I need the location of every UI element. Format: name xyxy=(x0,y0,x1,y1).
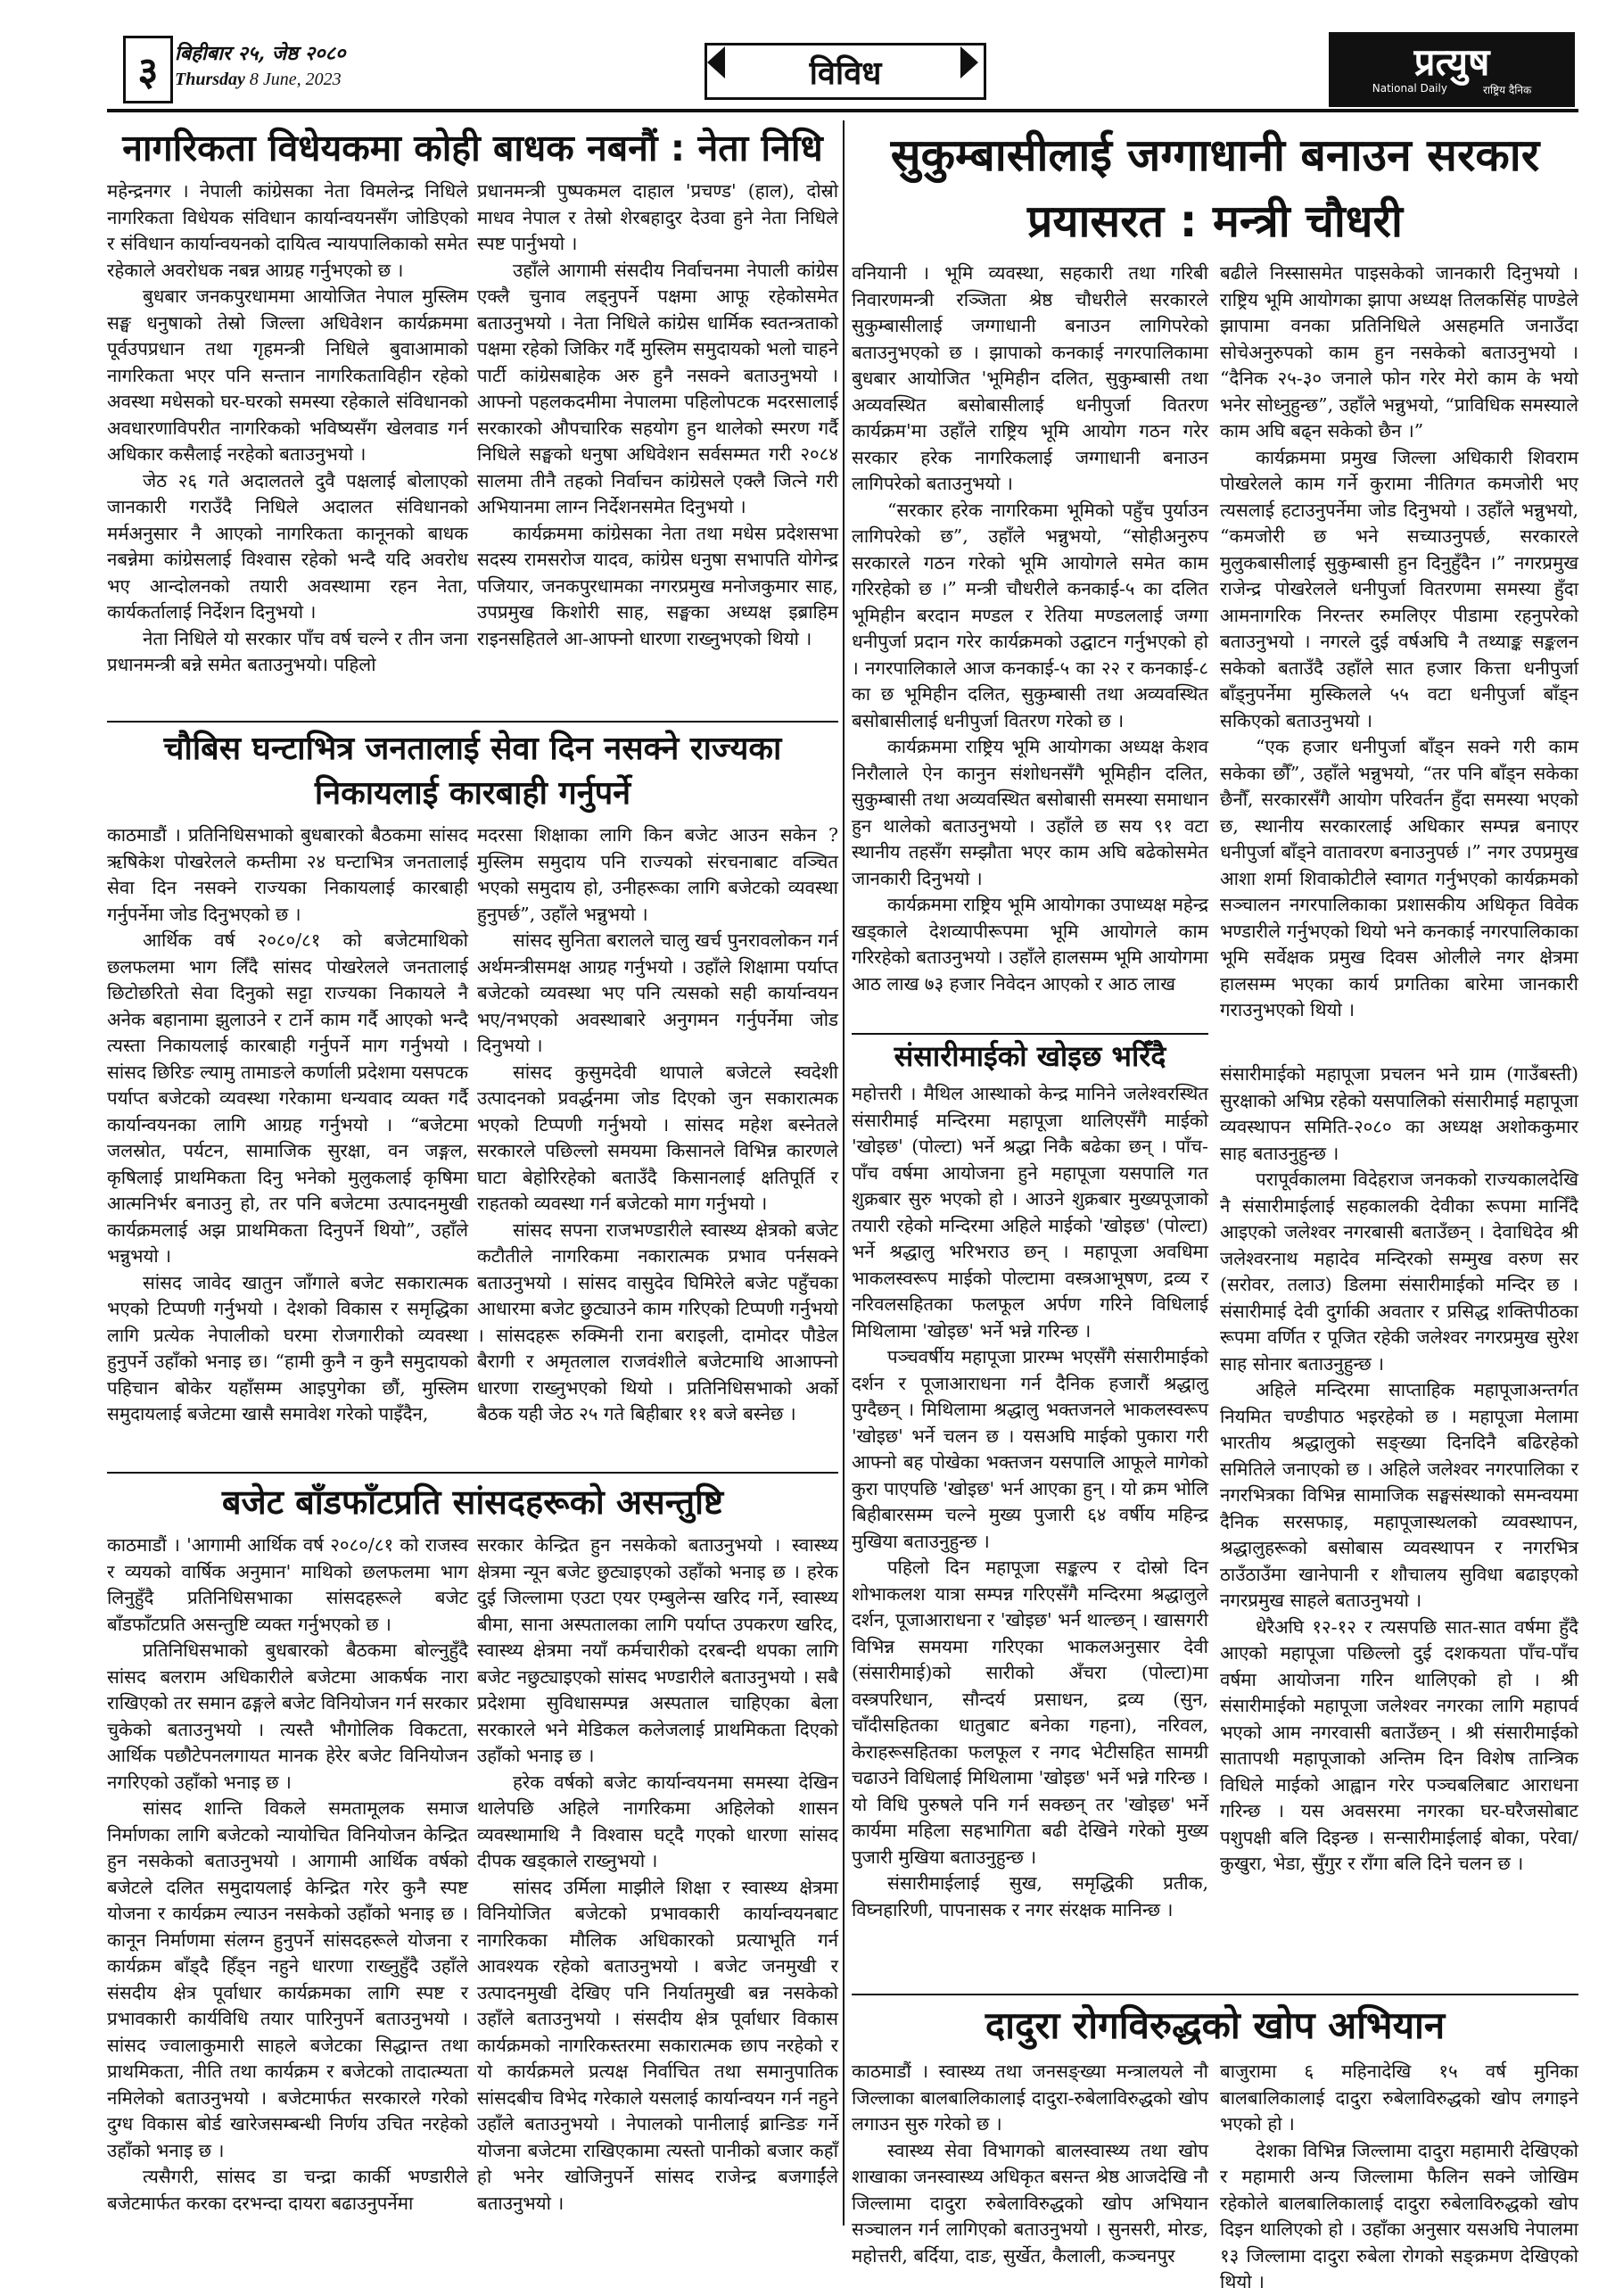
headline-24hours-service-1: चौबिस घन्टाभित्र जनतालाई सेवा दिन नसक्ने राज्यका xyxy=(163,731,782,767)
paragraph: त्यसैगरी, सांसद डा चन्द्रा कार्की भण्डारीले बजेटमार्फत करका दरभन्दा दायरा बढाउनुपर्नेमा xyxy=(107,2166,468,2214)
article-service-col2 xyxy=(477,822,838,1465)
paragraph: सांसद सुनिता बरालले चालु खर्च पुनरावलोकन गर्न अर्थमन्त्रीसमक्ष आग्रह गर्नुभयो । उहाँले शिक्षामा पर्याप्त बजेटको व्यवस्था भए पनि त्यसको सही कार्यान्वयन भए/नभएको अवस्थाबारे अनुगमन गर्नुपर्नेमा जोड दिनुभयो । xyxy=(477,929,838,1056)
paragraph: बढीले निस्सासमेत पाइसकेको जानकारी दिनुभयो । राष्ट्रिय भूमि आयोगका झापा अध्यक्ष तिलकसिंह पाण्डेले झापामा वनका प्रतिनिधिले असहमति जनाउँदा सोचेअनुरुपको काम हुन नसकेको बताउनुभयो । “दैनिक २५-३० जनाले फोन गरेर मेरो काम के भयो भनेर सोध्नुहुन्छ”, उहाँले भन्नुभयो, “प्राविधिक समस्याले काम अघि बढ्न सकेको छैन ।” xyxy=(1220,262,1578,442)
page-number: ३ xyxy=(123,36,173,103)
headline-sansarimai: संसारीमाईको खोइछ भरिँदै xyxy=(894,1039,1166,1073)
paragraph: काठमाडौं । 'आगामी आर्थिक वर्ष २०८०/८१ को राजस्व र व्ययको वार्षिक अनुमान' माथिको छलफलमा भाग लिनुहुँदै प्रतिनिधिसभाका सांसदहरूले बजेट बाँडफाँटप्रति असन्तुष्टि व्यक्त गर्नुभएको छ । xyxy=(107,1534,468,1635)
paragraph: धेरैअघि १२-१२ र त्यसपछि सात-सात वर्षमा हुँदै आएको महापूजा पछिल्लो दुई दशकयता पाँच-पाँच वर्षमा आयोजना गरिन थालिएको हो । श्री संसारीमाईको महापूजा जलेश्वर नगरका लागि महापर्व भएको आम नगरवासी बताउँछन् । श्री संसारीमाईको सातापथी महापूजाको अन्तिम दिन विशेष तान्त्रिक विधिले माईको आह्वान गरेर पञ्चबलिबाट आराधना गरिन्छ । यस अवसरमा नगरका घर-घरैजसोबाट पशुपक्षी बलि दिइन्छ । सन्सारीमाईलाई बोका, परेवा/कुखुरा, भेडा, सुँगुर र राँगा बलि दिने चलन छ । xyxy=(1220,1615,1578,1874)
paragraph: पहिलो दिन महापूजा सङ्कल्प र दोस्रो दिन शोभाकलश यात्रा सम्पन्न गरिएसँगै मन्दिरमा श्रद्धालुले दर्शन, पूजाआराधना र 'खोइछ' भर्न थाल्छन् । खासगरी विभिन्न समयमा गरिएका भाकलअनुसार देवी (संसारीमाई)को सारीको अँचरा (पोल्टा)मा वस्त्रपरिधान, सौन्दर्य प्रसाधन, द्रव्य (सुन, चाँदीसहितका धातुबाट बनेका गहना), नरिवल, केराहरूसहितका फलफूल र नगद भेटीसहित सामग्री चढाउने विधिलाई मिथिलामा 'खोइछ' भर्ने भन्ने गरिन्छ । यो विधि पुरुषले पनि गर्न सक्छन् तर 'खोइछ' भर्ने कार्यमा महिला सहभागिता बढी देखिने गरेको मुख्य पुजारी मुखिया बताउनुहुन्छ । xyxy=(852,1557,1208,1868)
logo-subtitle xyxy=(1372,82,1531,97)
paragraph: वनियानी । भूमि व्यवस्था, सहकारी तथा गरिबी निवारणमन्त्री रञ्जिता श्रेष्ठ चौधरीले सरकारले सुकुम्बासीलाई जग्गाधानी बनाउन लागिपरेको बताउनुभएको छ । झापाको कनकाई नगरपालिकामा बुधबार आयोजित 'भूमिहीन दलित, सुकुम्बासी तथा अव्यवस्थित बसोबासीलाई धनीपुर्जा वितरण कार्यक्रम'मा उहाँले राष्ट्रिय भूमि आयोग गठन गरेर सरकार हरेक नागरिकलाई जग्गाधानी बनाउन लागिपरेको बताउनुभयो । xyxy=(852,262,1208,494)
section-title: विविध xyxy=(809,54,882,92)
issue-date xyxy=(175,36,398,98)
section-title-bar xyxy=(705,43,986,100)
paragraph: मदरसा शिक्षाका लागि किन बजेट आउन सकेन ? मुस्लिम समुदाय पनि राज्यको संरचनाबाट वञ्चित भएको समुदाय हो, उनीहरूका लागि बजेटको व्यवस्था हुनुपर्छ”, उहाँले भन्नुभयो । xyxy=(477,824,838,925)
date-rest: 8 June, 2023 xyxy=(244,70,342,89)
article-citizenship-col1 xyxy=(107,178,468,714)
paragraph: काठमाडौं । प्रतिनिधिसभाको बुधबारको बैठकमा सांसद ऋषिकेश पोखरेलले कम्तीमा २४ घन्टाभित्र जनतालाई सेवा दिन नसक्ने राज्यका निकायलाई कारबाही गर्नुपर्नेमा जोड दिनुभएको छ । xyxy=(107,824,468,925)
divider xyxy=(852,1994,1578,1995)
headline-24hours-service-2: निकायलाई कारबाही गर्नुपर्ने xyxy=(314,775,631,812)
headline-measles-vaccine: दादुरा रोगविरुद्धको खोप अभियान xyxy=(985,2003,1446,2047)
divider xyxy=(107,1472,838,1474)
paragraph: “एक हजार धनीपुर्जा बाँड्न सक्ने गरी काम सकेका छौँ”, उहाँले भन्नुभयो, “तर पनि बाँड्न सकेका छैनौँ, सरकारसँगै आयोग परिवर्तन हुँदा समस्या भएको छ, स्थानीय सरकारलाई अधिकार सम्पन्न बनाएर धनीपुर्जा बाँड्ने वातावरण बनाउनुपर्छ ।” नगर उपप्रमुख आशा शर्मा शिवाकोटीले स्वागत गर्नुभएको कार्यक्रमको सञ्चालन नगरपालिकाका प्रशासकीय अधिकृत विवेक भण्डारीले गर्नुभएको थियो भने कनकाई नगरपालिकाका भूमि सर्वेक्षक प्रमुख दिवस ओलीले नगर क्षेत्रमा हालसम्म भएका कार्य प्रगतिका बारेमा जानकारी गराउनुभएको थियो । xyxy=(1220,736,1578,1020)
paragraph: प्रतिनिधिसभाको बुधबारको बैठकमा बोल्नुहुँदै सांसद बलराम अधिकारीले बजेटमा आकर्षक नारा राखिएको तर समान ढङ्गले बजेट विनियोजन गर्न सरकार चुकेको बताउनुभयो । त्यस्तै भौगोलिक विकटता, आर्थिक पछौटेपनलगायत मानक हेरेर बजेट विनियोजन नगरिएको उहाँको भनाइ छ । xyxy=(107,1639,468,1793)
paragraph: हरेक वर्षको बजेट कार्यान्वयनमा समस्या देखिन थालेपछि अहिले नागरिकमा अहिलेको शासन व्यवस्थामाथि नै विश्वास घट्दै गएको धारणा सांसद दीपक खड्काले राख्नुभयो । xyxy=(477,1771,838,1871)
article-budget-col2 xyxy=(477,1532,838,2237)
article-measles-col1 xyxy=(852,2059,1208,2267)
article-landless-col1 xyxy=(852,260,1208,1028)
paragraph: कार्यक्रममा कांग्रेसका नेता तथा मधेस प्रदेशसभा सदस्य रामसरोज यादव, कांग्रेस धनुषा सभापति योगेन्द्र पजियार, जनकपुरधामका नगरप्रमुख मनोजकुमार साह, उपप्रमुख किशोरी साह, सङ्घका अध्यक्ष इब्राहिम राइनसहितले आ-आफ्नो धारणा राख्नुभएको थियो । xyxy=(477,522,838,649)
paragraph: कार्यक्रममा राष्ट्रिय भूमि आयोगका अध्यक्ष केशव निरौलाले ऐन कानुन संशोधनसँगै भूमिहीन दलित, सुकुम्बासी तथा अव्यवस्थित बसोबासी समस्या समाधान हुन थालेको बताउनुभयो । उहाँले छ सय ९१ वटा स्थानीय तहसँग सम्झौता भएर काम अघि बढेकोसमेत जानकारी दिनुभयो । xyxy=(852,736,1208,889)
paragraph: सांसद उर्मिला माझीले शिक्षा र स्वास्थ्य क्षेत्रमा विनियोजित बजेटको प्रभावकारी कार्यान्वयनबाट नागरिकका मौलिक अधिकारको प्रत्याभूति गर्न आवश्यक रहेको बताउनुभयो । बजेट जनमुखी र उत्पादनमुखी देखिए पनि निर्यातमुखी बन्न नसकेको उहाँले बताउनुभयो । संसदीय क्षेत्र पूर्वाधार विकास कार्यक्रमको नागरिकस्तरमा सकारात्मक छाप नरहेको र यो कार्यक्रमले प्रत्यक्ष निर्वाचित तथा समानुपातिक सांसदबीच विभेद गरेकाले यसलाई कार्यान्वयन गर्न नहुने उहाँले बताउनुभयो । नेपालको पानीलाई ब्रान्डिङ गर्ने योजना बजेटमा राखिएकामा त्यस्तो पानीको बजार कहाँ हो भनेर खोजिनुपर्ने सांसद राजेन्द्र बजगाईंले बताउनुभयो । xyxy=(477,1876,838,2214)
date-english xyxy=(175,70,398,90)
paragraph: प्रधानमन्त्री पुष्पकमल दाहाल 'प्रचण्ड' (हाल), दोस्रो माधव नेपाल र तेस्रो शेरबहादुर देउवा हुने नेता निधिले स्पष्ट पार्नुभयो । xyxy=(477,180,838,254)
paragraph: संसारीमाईलाई सुख, समृद्धिकी प्रतीक, विघ्नहारिणी, पापनासक र नगर संरक्षक मानिन्छ । xyxy=(852,1872,1208,1920)
column-separator xyxy=(843,120,845,2226)
paragraph: जेठ २६ गते अदालतले दुवै पक्षलाई बोलाएको जानकारी गराउँदै निधिले अदालत संविधानको मर्मअनुसार नै आएको नागरिकता कानूनको बाधक नबन्नेमा कांग्रेसलाई विश्वास रहेको भन्दै यदि अवरोध भए आन्दोलनको तयारी अवस्थामा रहन नेता, कार्यकर्तालाई निर्देशन दिनुभयो । xyxy=(107,469,468,623)
paragraph: महेन्द्रनगर । नेपाली कांग्रेसका नेता विमलेन्द्र निधिले नागरिकता विधेयक संविधान कार्यान्वयनसँग जोडिएको र संविधान कार्यान्वयनको दायित्व न्यायपालिकाको समेत रहेकाले अवरोधक नबन्न आग्रह गर्नुभएको छ । xyxy=(107,180,468,281)
article-sansarimai-col1 xyxy=(852,1081,1208,1986)
paragraph: कार्यक्रममा राष्ट्रिय भूमि आयोगका उपाध्यक्ष महेन्द्र खड्काले देशव्यापीरूपमा भूमि आयोगले काम गरिरहेको बताउनुभयो । उहाँले हालसम्म भूमि आयोगमा आठ लाख ७३ हजार निवेदन आएको र आठ लाख xyxy=(852,894,1208,995)
paragraph: सांसद जावेद खातुन जाँगाले बजेट सकारात्मक भएको टिप्पणी गर्नुभयो । देशको विकास र समृद्धिका लागि प्रत्येक नेपालीको घरमा रोजगारीको व्यवस्था हुनुपर्ने उहाँको भनाइ छ। “हामी कुनै न कुनै समुदायको पहिचान बोकेर यहाँसम्म आइपुगेका छौं, मुस्लिम समुदायलाई बजेटमा खासै समावेश गरेको पाइँदैन, xyxy=(107,1271,468,1425)
masthead-rule xyxy=(107,109,1578,112)
paragraph: स्वास्थ्य सेवा विभागको बालस्वास्थ्य तथा खोप शाखाका जनस्वास्थ्य अधिकृत बसन्त श्रेष्ठ आजदेखि नौ जिल्लामा दादुरा रुबेलाविरुद्धको खोप अभियान सञ्चालन गर्न लागिएको बताउनुभयो । सुनसरी, मोरङ, महोत्तरी, बर्दिया, दाङ, सुर्खेत, कैलाली, कञ्चनपुर xyxy=(852,2139,1208,2267)
date-weekday: Thursday xyxy=(175,70,245,89)
headline-landless-1: सुकुम्बासीलाई जग्गाधानी बनाउन सरकार xyxy=(890,129,1540,181)
article-sansarimai-col2 xyxy=(1220,1061,1578,1989)
article-landless-col2 xyxy=(1220,260,1578,1054)
logo-sub-en: National Daily xyxy=(1372,81,1447,95)
paragraph: उहाँले आगामी संसदीय निर्वाचनमा नेपाली कांग्रेस एक्लै चुनाव लड्नुपर्ने पक्षमा आफू रहेकोसमेत बताउनुभयो । नेता निधिले कांग्रेस धार्मिक स्वतन्त्रताको पक्षमा रहेको जिकिर गर्दै मुस्लिम समुदायको भलो चाहने पार्टी कांग्रेसबाहेक अरु हुनै नसक्ने बताउनुभयो । आफ्नो पहलकदमीमा नेपालमा पहिलोपटक मदरसालाई सरकारको औपचारिक सहयोग हुन थालेको स्मरण गर्दै निधिले सङ्घको धनुषा अधिवेशन सर्वसम्मत गरी २०८४ सालमा तीनै तहको निर्वाचन कांग्रेसले एक्लै जित्ने गरी अभियानमा लाग्न निर्देशनसमेत दिनुभयो । xyxy=(477,259,838,517)
paragraph: आर्थिक वर्ष २०८०/८१ को बजेटमाथिको छलफलमा भाग लिँदै सांसद पोखरेलले जनतालाई छिटोछरितो सेवा दिनुको सट्टा राज्यका निकायले नै अनेक बहानामा झुलाउने र टार्ने काम गर्दै आएको भन्दै त्यस्ता निकायलाई कारबाही गर्नुपर्ने माग गर्नुभयो । सांसद छिरिङ ल्यामु तामाङले कर्णाली प्रदेशमा यसपटक पर्याप्त बजेटको व्यवस्था गरेकामा धन्यवाद व्यक्त गर्दै कार्यान्वयनका लागि आग्रह गर्नुभयो । “बजेटमा जलस्रोत, पर्यटन, सामाजिक सुरक्षा, वन जङ्गल, कृषिलाई प्राथमिकता दिनु भनेको मुलुकलाई कृषिमा आत्मनिर्भर बनाउनु हो, तर पनि बजेटमा उत्पादनमुखी कार्यक्रमलाई अझ प्राथमिकता दिनुपर्ने थियो”, उहाँले भन्नुभयो । xyxy=(107,929,468,1267)
logo-sub-np: राष्ट्रिय दैनिक xyxy=(1482,83,1532,96)
paragraph: नेता निधिले यो सरकार पाँच वर्ष चल्ने र तीन जना प्रधानमन्त्री बन्ने समेत बताउनुभयो। पहिलो xyxy=(107,627,468,675)
article-measles-col2 xyxy=(1220,2059,1578,2292)
article-service-col1 xyxy=(107,822,468,1465)
article-citizenship-col2 xyxy=(477,178,838,714)
divider xyxy=(107,721,838,723)
article-budget-col1 xyxy=(107,1532,468,2237)
logo-text: प्रत्युष xyxy=(1413,39,1490,84)
arrow-left-icon xyxy=(707,46,725,78)
arrow-right-icon xyxy=(960,46,978,78)
paragraph: अहिले मन्दिरमा साप्ताहिक महापूजाअन्तर्गत नियमित चण्डीपाठ भइरहेको छ । महापूजा मेलामा भारतीय श्रद्धालुको सङ्ख्या दिनदिनै बढिरहेको समितिले जनाएको छ । अहिले जलेश्वर नगरपालिका र नगरभित्रका विभिन्न सामाजिक सङ्घसंस्थाको समन्वयमा दैनिक सरसफाइ, महापूजास्थलको व्यवस्थापन, श्रद्धालुहरूको बसोबास व्यवस्थापन र नगरभित्र ठाउँठाउँमा खानेपानी र शौचालय सुविधा बढाइएको नगरप्रमुख साहले बताउनुभयो । xyxy=(1220,1379,1578,1611)
paragraph: काठमाडौं । स्वास्थ्य तथा जनसङ्ख्या मन्त्रालयले नौ जिल्लाका बालबालिकालाई दादुरा-रुबेलाविरुद्धको खोप लगाउन सुरु गरेको छ । xyxy=(852,2061,1208,2135)
paragraph: महोत्तरी । मैथिल आस्थाको केन्द्र मानिने जलेश्वरस्थित संसारीमाई मन्दिरमा महापूजा थालिएसँगै माईको 'खोइछ' (पोल्टा) भर्ने श्रद्धा निकै बढेका छन् । पाँच-पाँच वर्षमा आयोजना हुने महापूजा यसपालि गत शुक्रबार सुरु भएको हो । आउने शुक्रबार मुख्यपूजाको तयारी रहेको मन्दिरमा अहिले माईको 'खोइछ' (पोल्टा) भर्ने श्रद्धालु भरिभराउ छन् । महापूजा अवधिमा भाकलस्वरूप माईको पोल्टामा वस्त्रआभूषण, द्रव्य र नरिवलसहितका फलफूल अर्पण गरिने विधिलाई मिथिलामा 'खोइछ' भर्ने भन्ने गरिन्छ । xyxy=(852,1083,1208,1342)
newspaper-logo xyxy=(1329,32,1575,107)
paragraph: परापूर्वकालमा विदेहराज जनकको राज्यकालदेखि नै संसारीमाईलाई सहकालकी देवीका रूपमा मानिँदै आइएको जलेश्वर नगरबासी बताउँछन् । देवाधिदेव श्री जलेश्वरनाथ महादेव मन्दिरको सम्मुख वरुण सर (सरोवर, तलाउ) डिलमा संसारीमाईको मन्दिर छ । संसारीमाई देवी दुर्गाकी अवतार र प्रसिद्ध शक्तिपीठका रूपमा वर्णित र पूजित रहेकी जलेश्वर नगरप्रमुख सुरेश साह सोनार बताउनुहुन्छ । xyxy=(1220,1169,1578,1375)
headline-landless-2: प्रयासरत : मन्त्री चौधरी xyxy=(1027,195,1403,247)
paragraph: “सरकार हरेक नागरिकमा भूमिको पहुँच पुर्याउन लागिपरेको छ”, उहाँले भन्नुभयो, “सोहीअनुरुप सरकारले गठन गरेको भूमि आयोगले समेत काम गरिरहेको छ ।” मन्त्री चौधरीले कनकाई-५ का दलित भूमिहीन बरदान मण्डल र रेतिया मण्डललाई जग्गा धनीपुर्जा प्रदान गरेर कार्यक्रमको उद्घाटन गर्नुभएको हो । नगरपालिकाले आज कनकाई-५ का २२ र कनकाई-८ का छ भूमिहीन दलित, सुकुम्बासी तथा अव्यवस्थित बसोबासीलाई धनीपुर्जा वितरण गरेको छ । xyxy=(852,499,1208,731)
paragraph: सांसद सपना राजभण्डारीले स्वास्थ्य क्षेत्रको बजेट कटौतीले नागरिकमा नकारात्मक प्रभाव पर्नसक्ने बताउनुभयो । सांसद वासुदेव घिमिरेले बजेट पहुँचका आधारमा बजेट छुट्याउने काम गरिएको टिप्पणी गर्नुभयो । सांसदहरू रुक्मिनी राना बराइली, दामोदर पौडेल बैरागी र अमृतलाल राजवंशीले बजेटमाथि आआफ्नो धारणा राख्नुभएको थियो । प्रतिनिधिसभाको अर्को बैठक यही जेठ २५ गते बिहीबार ११ बजे बस्नेछ । xyxy=(477,1218,838,1425)
paragraph: संसारीमाईको महापूजा प्रचलन भने ग्राम (गाउँबस्ती) सुरक्षाको अभिप्र रहेको यसपालिको संसारीमाई महापूजा व्यवस्थापन समिति-२०८० का अध्यक्ष अशोककुमार साह बताउनुहुन्छ । xyxy=(1220,1063,1578,1164)
date-nepali: बिहीबार २५, जेष्ठ २०८० xyxy=(175,42,346,65)
paragraph: कार्यक्रममा प्रमुख जिल्ला अधिकारी शिवराम पोखरेलले काम गर्ने कुरामा नीतिगत कमजोरी भए त्यसलाई हटाउनुपर्नेमा जोड दिनुभयो । उहाँले भन्नुभयो, “कमजोरी छ भने सच्याउनुपर्छ, सरकारले मुलुकबासीलाई सुकुम्बासी हुन दिनुहुँदैन ।” नगरप्रमुख राजेन्द्र पोखरेलले धनीपुर्जा वितरणमा समस्या हुँदा आमनागरिक निरन्तर रुमलिएर पीडामा रहनुपरेको बताउनुभयो । नगरले दुई वर्षअघि नै तथ्याङ्क सङ्कलन सकेको बताउँदै उहाँले सात हजार कित्ता धनीपुर्जा बाँड्नुपर्नेमा मुस्किलले ५५ वटा धनीपुर्जा बाँड्न सकिएको बताउनुभयो । xyxy=(1220,446,1578,731)
headline-budget-dissatisfaction: बजेट बाँडफाँटप्रति सांसदहरूको असन्तुष्टि xyxy=(221,1482,724,1522)
headline-citizenship-bill: नागरिकता विधेयकमा कोही बाधक नबनौं : नेता निधि xyxy=(122,127,823,169)
paragraph: देशका विभिन्न जिल्लामा दादुरा महामारी देखिएको र महामारी अन्य जिल्लामा फैलिन सक्ने जोखिम रहेकोले बालबालिकालाई दादुरा रुबेलाविरुद्धको खोप दिइन थालिएको हो । उहाँका अनुसार यसअघि नेपालमा १३ जिल्लामा दादुरा रुबेला रोगको सङ्क्रमण देखिएको थियो । xyxy=(1220,2139,1578,2292)
paragraph: सरकार केन्द्रित हुन नसकेको बताउनुभयो । स्वास्थ्य क्षेत्रमा न्यून बजेट छुट्याइएको उहाँको भनाइ छ । हरेक दुई जिल्लामा एउटा एयर एम्बुलेन्स खरिद गर्ने, स्वास्थ्य बीमा, साना अस्पतालका लागि पर्याप्त उपकरण खरिद, स्वास्थ्य क्षेत्रमा नयाँ कर्मचारीको दरबन्दी थपका लागि बजेट नछुट्याइएको सांसद भण्डारीले बताउनुभयो । सबै प्रदेशमा सुविधासम्पन्न अस्पताल चाहिएका बेला सरकारले भने मेडिकल कलेजलाई प्राथमिकता दिएको उहाँको भनाइ छ । xyxy=(477,1534,838,1766)
paragraph: सांसद शान्ति विकले समतामूलक समाज निर्माणका लागि बजेटको न्यायोचित विनियोजन केन्द्रित हुन नसकेको बताउनुभयो । आगामी आर्थिक वर्षको बजेटले दलित समुदायलाई केन्द्रित गरेर कुनै स्पष्ट योजना र कार्यक्रम ल्याउन नसकेको उहाँको भनाइ छ । कानून निर्माणमा संलग्न हुनुपर्ने सांसदहरूले योजना र कार्यक्रम बाँड्दै हिँड्न नहुने धारणा राख्नुहुँदै उहाँले संसदीय क्षेत्र पूर्वाधार कार्यक्रमका लागि स्पष्ट र प्रभावकारी कार्यविधि तयार पारिनुपर्ने बताउनुभयो । सांसद ज्वालाकुमारी साहले बजेटका सिद्धान्त तथा प्राथमिकता, नीति तथा कार्यक्रम र बजेटको तादात्म्यता नमिलेको बताउनुभयो । बजेटमार्फत सरकारले गरेको दुग्ध विकास बोर्ड खारेजसम्बन्धी निर्णय उचित नरहेको उहाँको भनाइ छ । xyxy=(107,1797,468,2161)
paragraph: बुधबार जनकपुरधाममा आयोजित नेपाल मुस्लिम सङ्घ धनुषाको तेस्रो जिल्ला अधिवेशन कार्यक्रममा पूर्वउपप्रधान तथा गृहमन्त्री निधिले बुवाआमाको नागरिकता भएर पनि सन्तान नागरिकताविहीन रहेको अवस्था मधेसको घर-घरको समस्या रहेकाले संविधानको अवधारणाविपरीत नागरिकको भविष्यसँग खेलवाड गर्न अधिकार कसैलाई नरहेको बताउनुभयो । xyxy=(107,285,468,465)
paragraph: बाजुरामा ६ महिनादेखि १५ वर्ष मुनिका बालबालिकालाई दादुरा रुबेलाविरुद्धको खोप लगाइने भएको हो । xyxy=(1220,2061,1578,2135)
paragraph: सांसद कुसुमदेवी थापाले बजेटले स्वदेशी उत्पादनको प्रवर्द्धनमा जोड दिएको जुन सकारात्मक भएको टिप्पणी गर्नुभयो । सांसद महेश बस्नेतले सरकारले पछिल्लो समयमा किसानले विभिन्न कारणले घाटा बेहोरिरहेको बताउँदै किसानलाई क्षतिपूर्ति र राहतको व्यवस्था गर्न बजेटको माग गर्नुभयो । xyxy=(477,1061,838,1214)
paragraph: पञ्चवर्षीय महापूजा प्रारम्भ भएसँगै संसारीमाईको दर्शन र पूजाआराधना गर्न दैनिक हजारौं श्रद्धालु पुग्दैछन् । मिथिलामा श्रद्धालु भक्तजनले भाकलस्वरूप 'खोइछ' भर्ने चलन छ । यसअघि माईको पुकारा गरी आफ्नो बह पोखेका भक्तजन यसपालि आफूले मागेको कुरा पाएपछि 'खोइछ' भर्न आएका हुन् । यो क्रम भोलि बिहीबारसम्म चल्ने मुख्य पुजारी ६४ वर्षीय महिन्द्र मुखिया बताउनुहुन्छ । xyxy=(852,1346,1208,1552)
